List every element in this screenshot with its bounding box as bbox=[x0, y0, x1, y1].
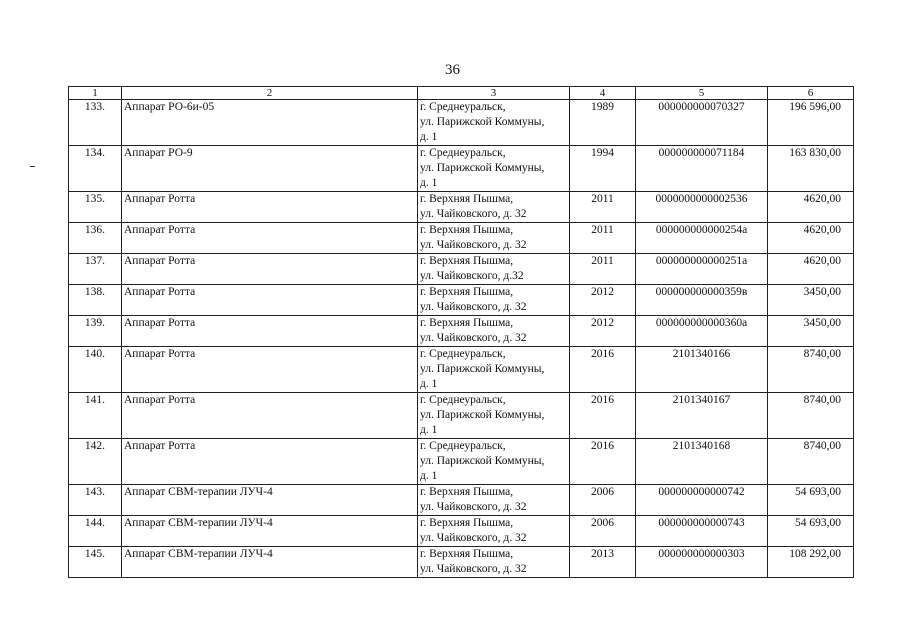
item-name: Аппарат Ротта bbox=[122, 254, 418, 285]
item-year: 2006 bbox=[570, 516, 636, 547]
row-number: 137. bbox=[69, 254, 122, 285]
column-header-2: 2 bbox=[122, 87, 418, 100]
table-row bbox=[69, 285, 854, 316]
address-line: г. Среднеуральск, bbox=[420, 147, 506, 159]
address-line: г. Верхняя Пышма, bbox=[420, 486, 514, 498]
address-line: г. Верхняя Пышма, bbox=[420, 224, 514, 236]
item-cost: 108 292,00 bbox=[768, 547, 854, 578]
table-header-row bbox=[69, 87, 854, 100]
column-header-1: 1 bbox=[69, 87, 122, 100]
item-cost: 8740,00 bbox=[768, 439, 854, 485]
item-year: 1989 bbox=[570, 100, 636, 146]
address-line: д. 1 bbox=[420, 424, 438, 436]
item-address bbox=[418, 223, 570, 254]
row-number: 139. bbox=[69, 316, 122, 347]
item-cost: 8740,00 bbox=[768, 393, 854, 439]
item-year: 1994 bbox=[570, 146, 636, 192]
item-year: 2016 bbox=[570, 393, 636, 439]
row-number: 145. bbox=[69, 547, 122, 578]
address-line: ул. Чайковского, д. 32 bbox=[420, 501, 527, 513]
table-row bbox=[69, 516, 854, 547]
page-number: 36 bbox=[445, 62, 460, 78]
address-line: г. Среднеуральск, bbox=[420, 394, 506, 406]
table-row bbox=[69, 547, 854, 578]
row-number: 133. bbox=[69, 100, 122, 146]
item-name: Аппарат Ротта bbox=[122, 192, 418, 223]
item-cost: 3450,00 bbox=[768, 316, 854, 347]
item-name: Аппарат СВМ-терапии ЛУЧ-4 bbox=[122, 516, 418, 547]
row-number: 140. bbox=[69, 347, 122, 393]
item-name: Аппарат Ротта bbox=[122, 223, 418, 254]
item-cost: 8740,00 bbox=[768, 347, 854, 393]
row-number: 142. bbox=[69, 439, 122, 485]
column-header-3: 3 bbox=[418, 87, 570, 100]
address-line: ул. Парижской Коммуны, bbox=[420, 363, 545, 375]
item-cost: 54 693,00 bbox=[768, 516, 854, 547]
item-address bbox=[418, 393, 570, 439]
item-year: 2011 bbox=[570, 192, 636, 223]
inventory-number: 000000000000743 bbox=[636, 516, 768, 547]
margin-mark bbox=[30, 166, 35, 167]
item-address bbox=[418, 146, 570, 192]
address-line: ул. Чайковского, д. 32 bbox=[420, 563, 527, 575]
item-name: Аппарат РО-6и-05 bbox=[122, 100, 418, 146]
table-row bbox=[69, 393, 854, 439]
inventory-number: 000000000071184 bbox=[636, 146, 768, 192]
address-line: г. Среднеуральск, bbox=[420, 101, 506, 113]
inventory-number: 000000000000254а bbox=[636, 223, 768, 254]
row-number: 134. bbox=[69, 146, 122, 192]
address-line: г. Верхняя Пышма, bbox=[420, 317, 514, 329]
inventory-number: 2101340166 bbox=[636, 347, 768, 393]
item-year: 2012 bbox=[570, 285, 636, 316]
row-number: 143. bbox=[69, 485, 122, 516]
inventory-table bbox=[68, 86, 854, 578]
inventory-number: 000000000000742 bbox=[636, 485, 768, 516]
address-line: г. Верхняя Пышма, bbox=[420, 193, 514, 205]
item-cost: 163 830,00 bbox=[768, 146, 854, 192]
item-cost: 3450,00 bbox=[768, 285, 854, 316]
item-address bbox=[418, 100, 570, 146]
item-cost: 196 596,00 bbox=[768, 100, 854, 146]
item-year: 2013 bbox=[570, 547, 636, 578]
item-address bbox=[418, 285, 570, 316]
row-number: 136. bbox=[69, 223, 122, 254]
address-line: г. Верхняя Пышма, bbox=[420, 548, 514, 560]
inventory-number: 000000000000303 bbox=[636, 547, 768, 578]
item-cost: 54 693,00 bbox=[768, 485, 854, 516]
address-line: ул. Парижской Коммуны, bbox=[420, 116, 545, 128]
table-row bbox=[69, 223, 854, 254]
item-name: Аппарат СВМ-терапии ЛУЧ-4 bbox=[122, 547, 418, 578]
item-address bbox=[418, 316, 570, 347]
table-row bbox=[69, 485, 854, 516]
address-line: ул. Парижской Коммуны, bbox=[420, 162, 545, 174]
item-name: Аппарат Ротта bbox=[122, 316, 418, 347]
item-address bbox=[418, 254, 570, 285]
item-name: Аппарат Ротта bbox=[122, 285, 418, 316]
table-row bbox=[69, 192, 854, 223]
item-cost: 4620,00 bbox=[768, 192, 854, 223]
item-address bbox=[418, 485, 570, 516]
column-header-4: 4 bbox=[570, 87, 636, 100]
item-address bbox=[418, 547, 570, 578]
address-line: д. 1 bbox=[420, 131, 438, 143]
inventory-number: 000000000070327 bbox=[636, 100, 768, 146]
row-number: 144. bbox=[69, 516, 122, 547]
address-line: г. Верхняя Пышма, bbox=[420, 255, 514, 267]
address-line: ул. Чайковского, д. 32 bbox=[420, 332, 527, 344]
item-address bbox=[418, 347, 570, 393]
inventory-number: 000000000000251а bbox=[636, 254, 768, 285]
item-name: Аппарат СВМ-терапии ЛУЧ-4 bbox=[122, 485, 418, 516]
address-line: ул. Чайковского, д.32 bbox=[420, 270, 524, 282]
row-number: 135. bbox=[69, 192, 122, 223]
table-row bbox=[69, 347, 854, 393]
row-number: 138. bbox=[69, 285, 122, 316]
table-row bbox=[69, 439, 854, 485]
item-name: Аппарат РО-9 bbox=[122, 146, 418, 192]
item-name: Аппарат Ротта bbox=[122, 439, 418, 485]
address-line: ул. Чайковского, д. 32 bbox=[420, 208, 527, 220]
item-year: 2016 bbox=[570, 439, 636, 485]
item-cost: 4620,00 bbox=[768, 223, 854, 254]
address-line: д. 1 bbox=[420, 470, 438, 482]
address-line: г. Верхняя Пышма, bbox=[420, 286, 514, 298]
item-address bbox=[418, 439, 570, 485]
column-header-5: 5 bbox=[636, 87, 768, 100]
row-number: 141. bbox=[69, 393, 122, 439]
table-row bbox=[69, 146, 854, 192]
address-line: г. Верхняя Пышма, bbox=[420, 517, 514, 529]
item-year: 2016 bbox=[570, 347, 636, 393]
item-year: 2011 bbox=[570, 254, 636, 285]
item-address bbox=[418, 516, 570, 547]
item-year: 2012 bbox=[570, 316, 636, 347]
table-row bbox=[69, 100, 854, 146]
address-line: д. 1 bbox=[420, 378, 438, 390]
inventory-number: 000000000000359в bbox=[636, 285, 768, 316]
item-cost: 4620,00 bbox=[768, 254, 854, 285]
address-line: ул. Парижской Коммуны, bbox=[420, 455, 545, 467]
address-line: г. Среднеуральск, bbox=[420, 440, 506, 452]
address-line: д. 1 bbox=[420, 177, 438, 189]
address-line: ул. Чайковского, д. 32 bbox=[420, 301, 527, 313]
address-line: ул. Парижской Коммуны, bbox=[420, 409, 545, 421]
inventory-number: 0000000000002536 bbox=[636, 192, 768, 223]
inventory-number: 000000000000360а bbox=[636, 316, 768, 347]
item-year: 2011 bbox=[570, 223, 636, 254]
item-name: Аппарат Ротта bbox=[122, 393, 418, 439]
table-row bbox=[69, 316, 854, 347]
item-address bbox=[418, 192, 570, 223]
item-name: Аппарат Ротта bbox=[122, 347, 418, 393]
inventory-number: 2101340168 bbox=[636, 439, 768, 485]
table-row bbox=[69, 254, 854, 285]
address-line: ул. Чайковского, д. 32 bbox=[420, 239, 527, 251]
item-year: 2006 bbox=[570, 485, 636, 516]
column-header-6: 6 bbox=[768, 87, 854, 100]
inventory-number: 2101340167 bbox=[636, 393, 768, 439]
address-line: г. Среднеуральск, bbox=[420, 348, 506, 360]
address-line: ул. Чайковского, д. 32 bbox=[420, 532, 527, 544]
